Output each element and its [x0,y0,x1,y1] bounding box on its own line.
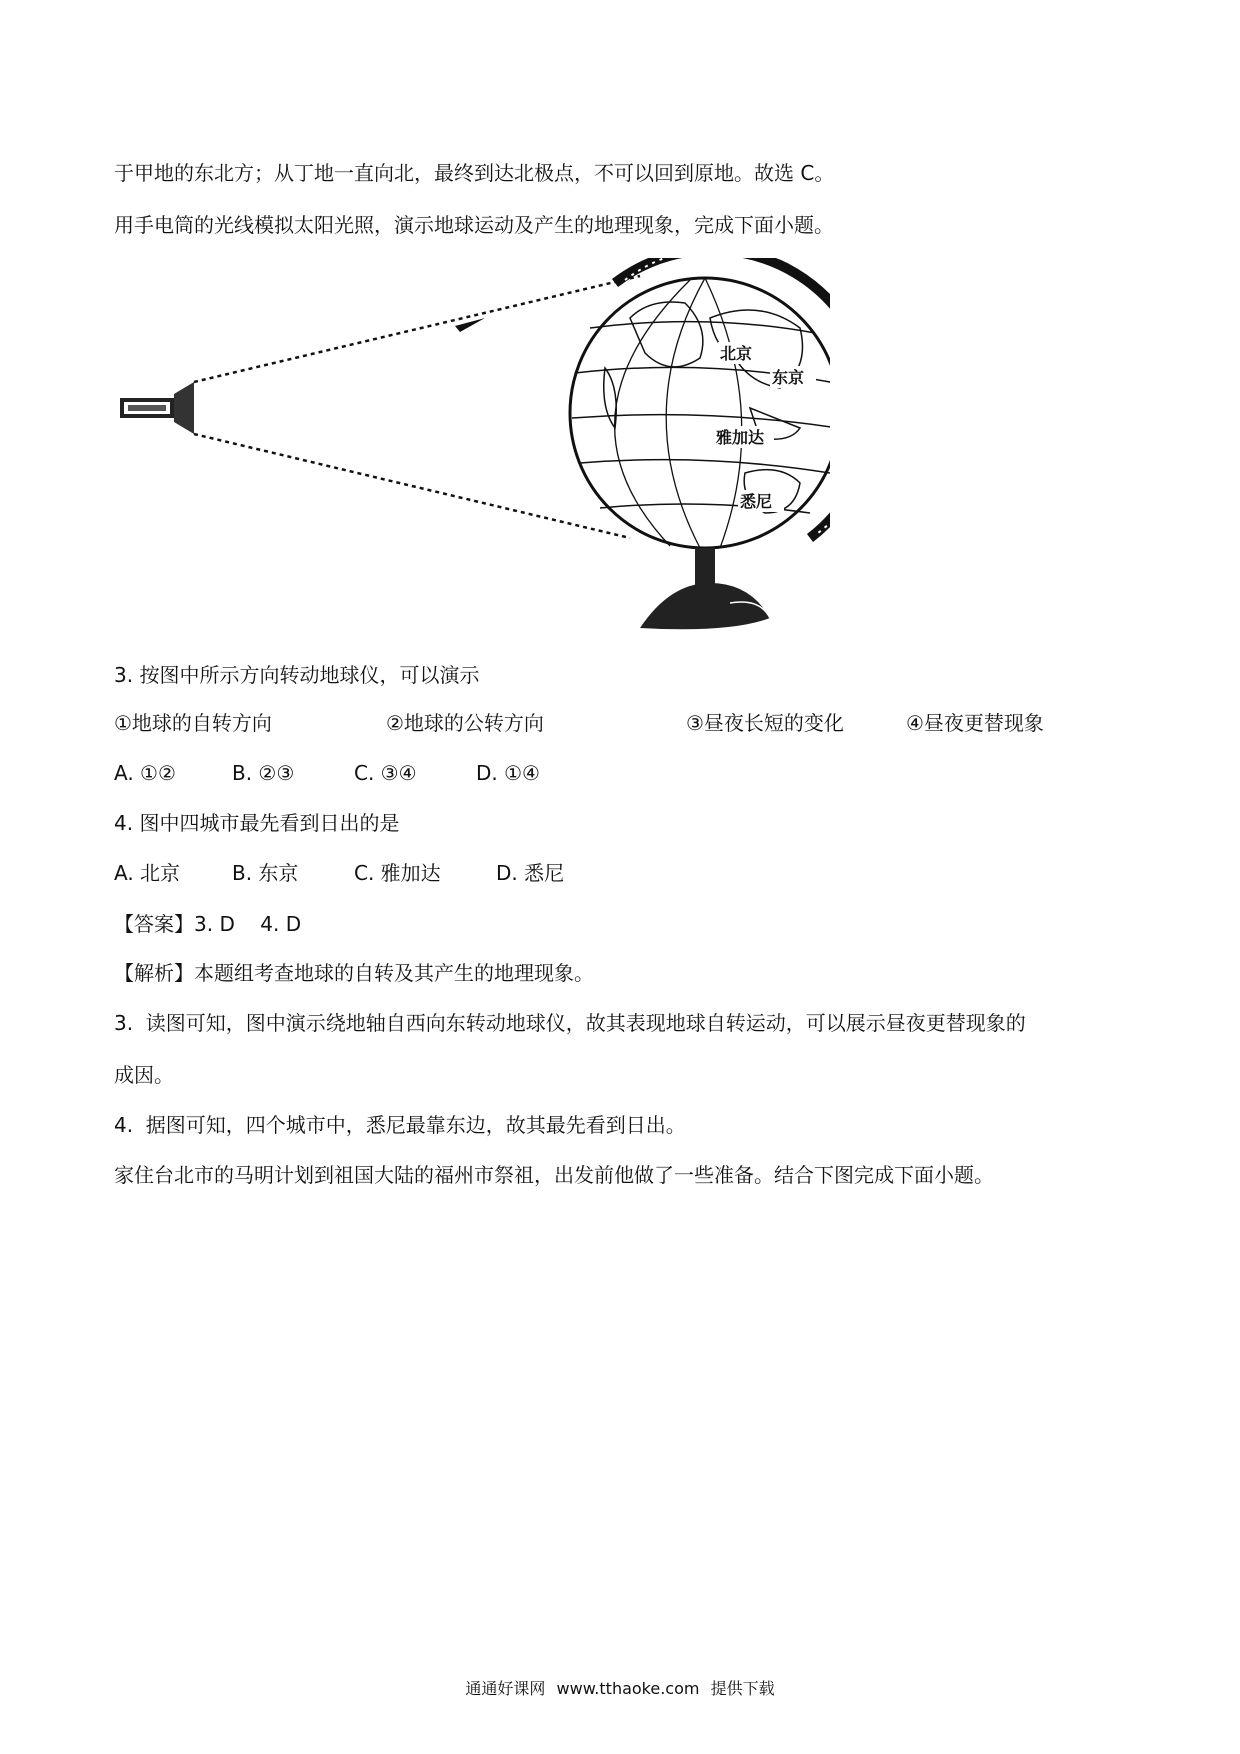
footer-site: 通通好课网 [465,1679,546,1698]
city-label-beijing: 北京 [720,344,753,363]
globe-icon [570,258,830,629]
analysis-q3-line2: 成因。 [114,1063,174,1087]
q3-statement-1: ①地球的自转方向 [114,711,272,735]
q3-statement-4: ④昼夜更替现象 [906,711,1044,735]
city-label-jakarta: 雅加达 [716,428,765,447]
q4-option-c: C. 雅加达 [354,861,441,885]
analysis-heading: 【解析】本题组考查地球的自转及其产生的地理现象。 [114,961,594,985]
flashlight-icon [120,382,194,434]
analysis-q3-line1: 3. 读图可知，图中演示绕地轴自西向东转动地球仪，故其表现地球自转运动，可以展示昼夜更替现象的 [114,1011,1026,1035]
answer-line: 【答案】3. D 4. D [114,912,302,936]
q4-stem: 4. 图中四城市最先看到日出的是 [114,811,400,835]
analysis-q4: 4. 据图可知，四个城市中，悉尼最靠东边，故其最先看到日出。 [114,1113,686,1137]
q4-option-d: D. 悉尼 [496,861,565,885]
q3-option-c: C. ③④ [354,761,417,785]
q3-option-a: A. ①② [114,761,176,785]
page-footer [0,1678,1240,1700]
next-question-stem: 家住台北市的马明计划到祖国大陆的福州市祭祖，出发前他做了一些准备。结合下图完成下面小题。 [114,1163,994,1187]
city-label-tokyo: 东京 [772,368,805,387]
globe-flashlight-figure [110,258,830,638]
q3-statement-2: ②地球的公转方向 [386,711,544,735]
footer-url[interactable]: www.tthaoke.com [556,1679,700,1698]
q3-statement-3: ③昼夜长短的变化 [686,711,844,735]
q4-option-b: B. 东京 [232,861,299,885]
q3-stem: 3. 按图中所示方向转动地球仪，可以演示 [114,663,480,687]
question-stem: 用手电筒的光线模拟太阳光照，演示地球运动及产生的地理现象，完成下面小题。 [114,213,834,237]
q3-option-b: B. ②③ [232,761,295,785]
q3-option-d: D. ①④ [476,761,540,785]
footer-suffix: 提供下载 [710,1679,775,1698]
q4-option-a: A. 北京 [114,861,181,885]
intro-line: 于甲地的东北方；从丁地一直向北，最终到达北极点，不可以回到原地。故选 C。 [114,161,835,185]
city-label-sydney: 悉尼 [740,492,773,511]
